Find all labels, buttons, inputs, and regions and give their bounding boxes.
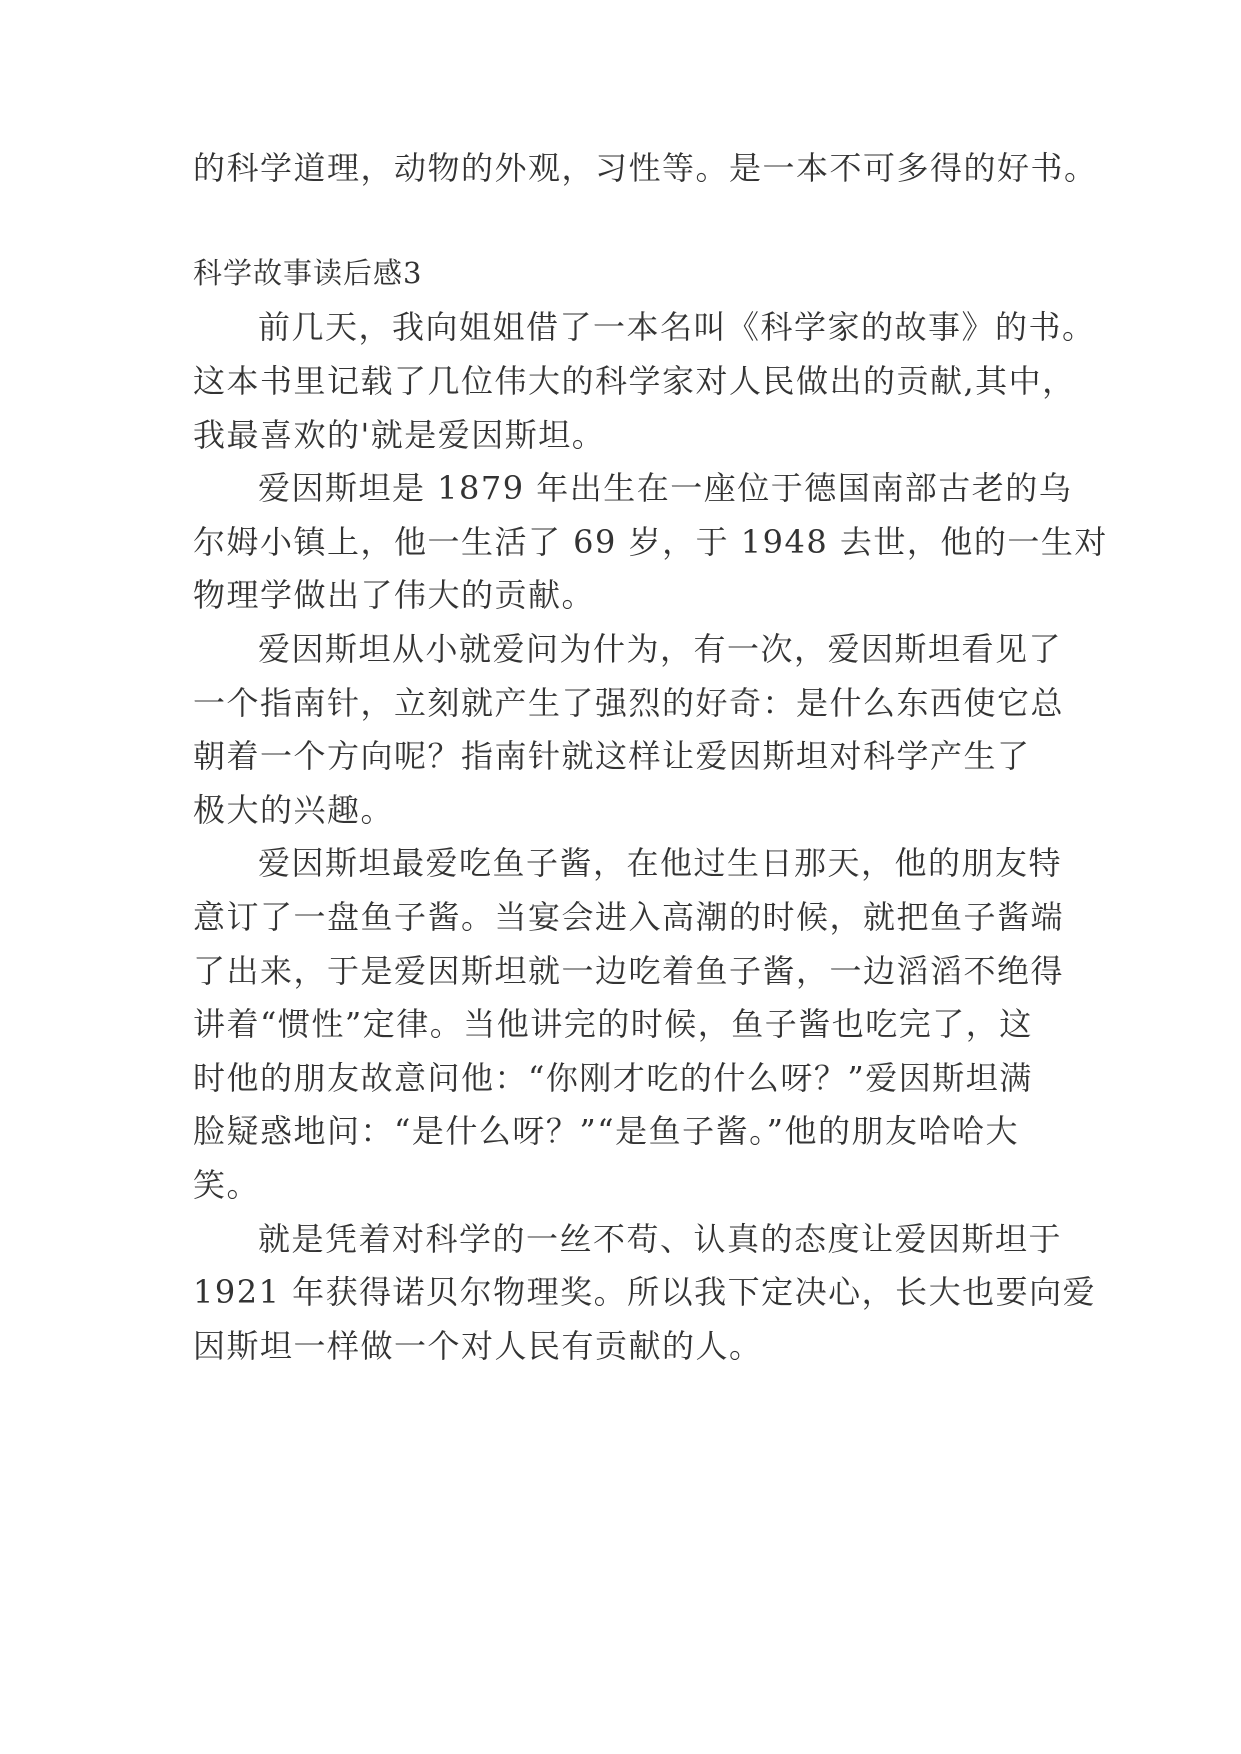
paragraph-4-line-4: 讲着“惯性”定律。当他讲完的时候，鱼子酱也吃完了，这 [193,1005,1033,1043]
paragraph-2-line-1: 爱因斯坦是 1879 年出生在一座位于德国南部古老的乌 [258,469,1073,507]
paragraph-3-line-4: 极大的兴趣。 [193,791,395,829]
paragraph-5-line-3: 因斯坦一样做一个对人民有贡献的人。 [193,1327,763,1365]
paragraph-5-line-1: 就是凭着对科学的一丝不苟、认真的态度让爱因斯坦于 [258,1220,1063,1258]
paragraph-4-line-5: 时他的朋友故意问他：“你刚才吃的什么呀？”爱因斯坦满 [193,1059,1033,1097]
paragraph-3-line-3: 朝着一个方向呢？指南针就这样让爱因斯坦对科学产生了 [193,737,1031,775]
paragraph-1-line-1: 前几天，我向姐姐借了一本名叫《科学家的故事》的书。 [258,308,1096,346]
paragraph-4-line-1: 爱因斯坦最爱吃鱼子酱，在他过生日那天，他的朋友特 [258,844,1063,882]
paragraph-4-line-3: 了出来，于是爱因斯坦就一边吃着鱼子酱，一边滔滔不绝得 [193,952,1065,990]
paragraph-5-line-2: 1921 年获得诺贝尔物理奖。所以我下定决心，长大也要向爱 [193,1273,1097,1311]
paragraph-4-line-2: 意订了一盘鱼子酱。当宴会进入高潮的时候，就把鱼子酱端 [193,898,1065,936]
paragraph-2-line-3: 物理学做出了伟大的贡献。 [193,576,596,614]
section-title: 科学故事读后感3 [193,256,423,290]
paragraph-2-line-2: 尔姆小镇上，他一生活了 69 岁，于 1948 去世，他的一生对 [193,523,1108,561]
paragraph-4-line-6: 脸疑惑地问：“是什么呀？”“是鱼子酱。”他的朋友哈哈大 [193,1112,1019,1150]
paragraph-3-line-1: 爱因斯坦从小就爱问为什为，有一次，爱因斯坦看见了 [258,630,1063,668]
paragraph-4-line-7: 笑。 [193,1166,261,1204]
paragraph-3-line-2: 一个指南针，立刻就产生了强烈的好奇：是什么东西使它总 [193,684,1065,722]
intro-tail-line: 的科学道理，动物的外观，习性等。是一本不可多得的好书。 [193,149,1098,187]
paragraph-1-line-3: 我最喜欢的'就是爱因斯坦。 [193,416,606,454]
paragraph-1-line-2: 这本书里记载了几位伟大的科学家对人民做出的贡献,其中， [193,362,1076,400]
